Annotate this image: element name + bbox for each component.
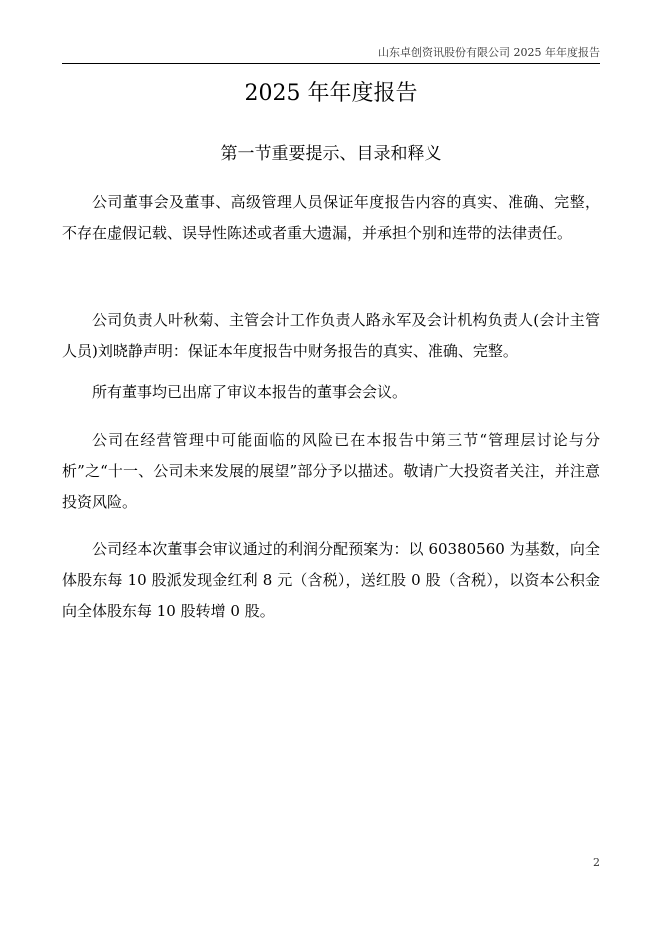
paragraph-board-guarantee: 公司董事会及董事、高级管理人员保证年度报告内容的真实、准确、完整，不存在虚假记载、误导性陈述或者重大遗漏，并承担个别和连带的法律责任。 [62,193,600,242]
section-title: 第一节重要提示、目录和释义 [220,144,442,164]
page-header-text: 山东卓创资讯股份有限公司 2025 年年度报告 [378,46,600,59]
page-number: 2 [593,856,600,869]
paragraph-risk-notice: 公司在经营管理中可能面临的风险已在本报告中第三节“管理层讨论与分析”之“十一、公司未来发展的展望”部分予以描述。敬请广大投资者关注，并注意投资风险。 [62,431,600,511]
paragraph-profit-distribution: 公司经本次董事会审议通过的利润分配预案为：以 60380560 为基数，向全体股东每 10 股派发现金红利 8 元（含税），送红股 0 股（含税），以资本公积金向全体股东每 10 股转增 0 股。 [62,540,600,620]
paragraph-responsible-persons-statement: 公司负责人叶秋菊、主管会计工作负责人路永军及会计机构负责人(会计主管人员)刘晓静声明：保证本年度报告中财务报告的真实、准确、完整。 [62,311,600,360]
paragraph-directors-attendance: 所有董事均已出席了审议本报告的董事会会议。 [92,383,408,401]
header-divider [62,63,600,64]
document-title: 2025 年年度报告 [244,81,418,106]
